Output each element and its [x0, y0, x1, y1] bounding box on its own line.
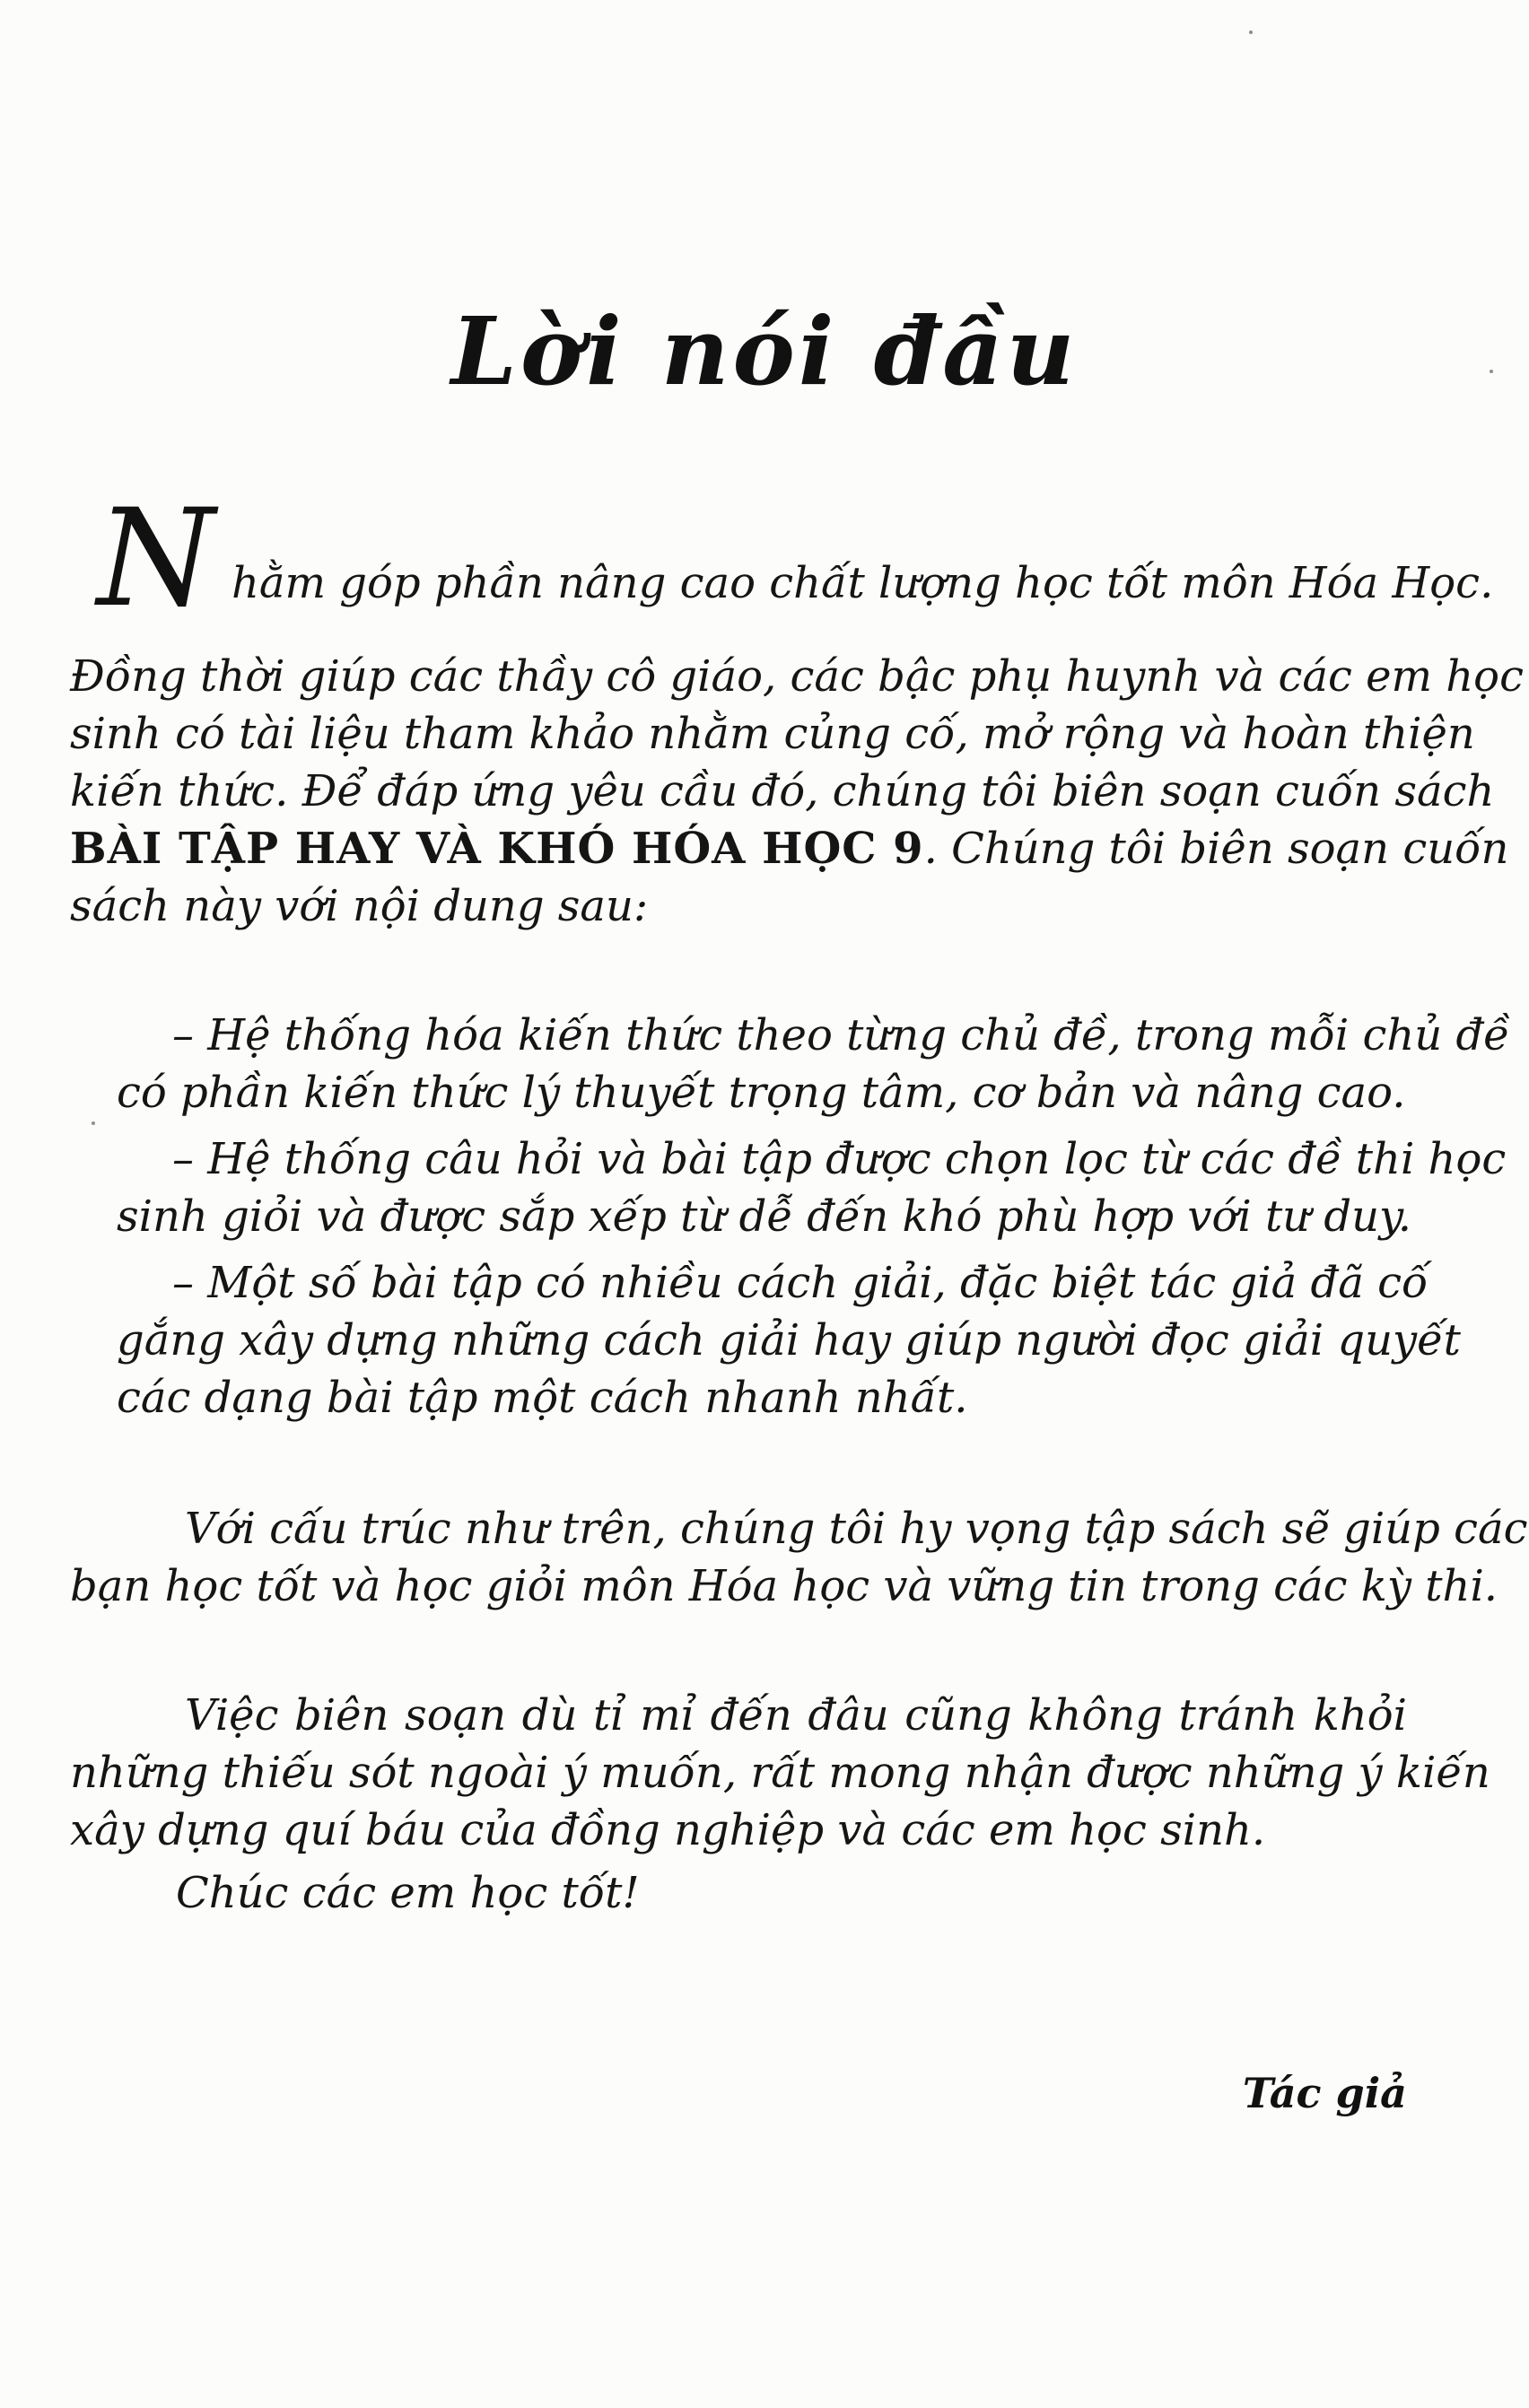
- hope-line-1: Với cấu trúc như trên, chúng tôi hy vọng tập sách sẽ giúp các: [185, 1504, 1528, 1554]
- dropcap-letter: N: [97, 481, 215, 637]
- intro-line-3: sinh có tài liệu tham khảo nhằm củng cố, mở rộng và hoàn thiện: [70, 709, 1475, 759]
- intro-line-6: sách này với nội dung sau:: [70, 881, 649, 931]
- book-title: BÀI TẬP HAY VÀ KHÓ HÓA HỌC 9: [70, 824, 924, 874]
- signature: Tác giả: [1242, 2069, 1407, 2117]
- bullet-1-line-2: có phần kiến thức lý thuyết trọng tâm, cơ bản và nâng cao.: [117, 1068, 1406, 1118]
- scan-speck: [1490, 370, 1493, 373]
- scan-speck: [1249, 31, 1253, 34]
- bullet-1-line-1: – Hệ thống hóa kiến thức theo từng chủ đề, trong mỗi chủ đề: [172, 1010, 1510, 1060]
- intro-line-5: [70, 820, 1509, 877]
- intro-line-2: Đồng thời giúp các thầy cô giáo, các bậc phụ huynh và các em học: [70, 651, 1524, 702]
- bullet-3-line-1: – Một số bài tập có nhiều cách giải, đặc biệt tác giả đã cố: [172, 1258, 1429, 1308]
- bullet-2-line-2: sinh giỏi và được sắp xếp từ dễ đến khó phù hợp với tư duy.: [117, 1191, 1412, 1242]
- apology-line-1: Việc biên soạn dù tỉ mỉ đến đâu cũng không tránh khỏi: [185, 1690, 1407, 1741]
- intro-paragraph: [70, 648, 1524, 935]
- apology-paragraph: [70, 1687, 1490, 1922]
- bullet-list: [117, 1007, 1510, 1426]
- apology-line-2: những thiếu sót ngoài ý muốn, rất mong nhận được những ý kiến: [70, 1748, 1490, 1798]
- bullet-2-line-1: – Hệ thống câu hỏi và bài tập được chọn lọc từ các đề thi học: [172, 1134, 1507, 1184]
- bullet-3-line-2: gắng xây dựng những cách giải hay giúp người đọc giải quyết: [117, 1315, 1461, 1365]
- hope-paragraph: [70, 1500, 1528, 1615]
- intro-line-1: hằm góp phần nâng cao chất lượng học tốt môn Hóa Học.: [232, 558, 1494, 608]
- intro-first-line: [232, 554, 1494, 612]
- intro-line-4: kiến thức. Để đáp ứng yêu cầu đó, chúng tôi biên soạn cuốn sách: [70, 766, 1495, 816]
- intro-line-5-rest: . Chúng tôi biên soạn cuốn: [923, 824, 1509, 874]
- page-title: Lời nói đầu: [450, 296, 1079, 406]
- bullet-3-line-3: các dạng bài tập một cách nhanh nhất.: [117, 1373, 968, 1423]
- apology-line-3: xây dựng quí báu của đồng nghiệp và các em học sinh.: [70, 1805, 1266, 1855]
- scan-speck: [92, 1121, 95, 1125]
- hope-line-2: bạn học tốt và học giỏi môn Hóa học và vững tin trong các kỳ thi.: [70, 1561, 1498, 1611]
- closing-line: Chúc các em học tốt!: [176, 1868, 640, 1918]
